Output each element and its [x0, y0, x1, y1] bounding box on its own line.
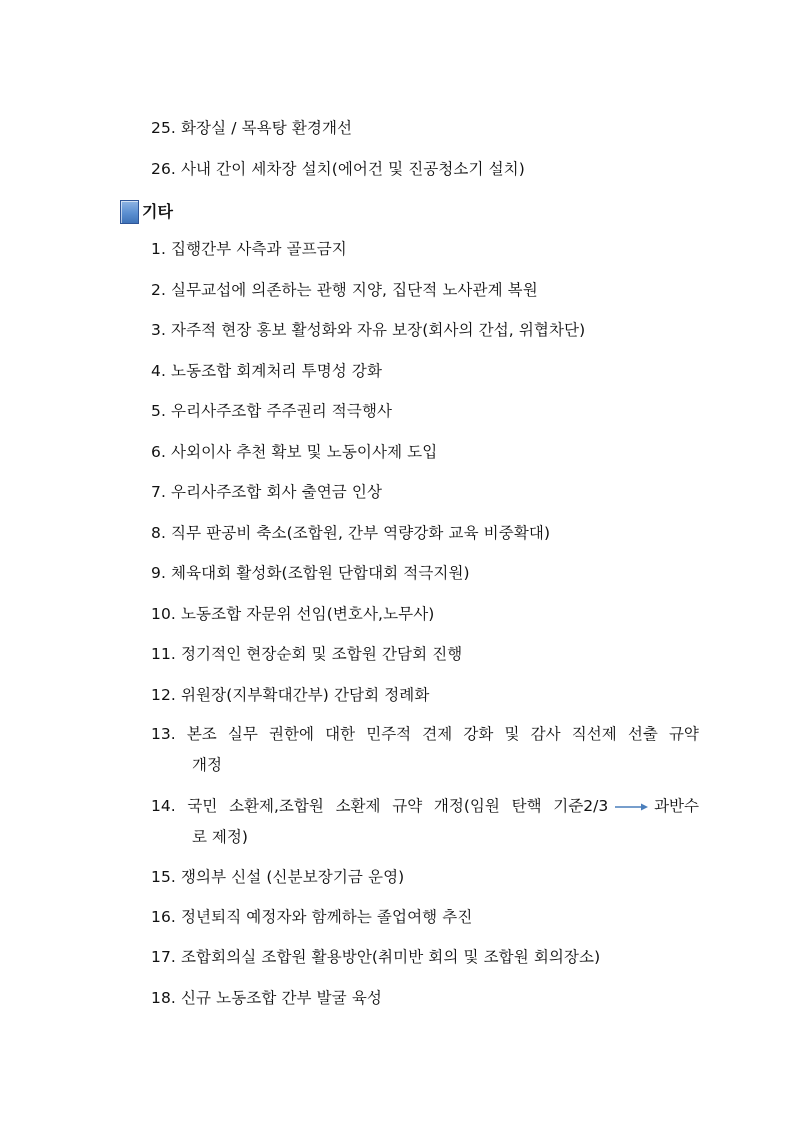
list-item: 18. 신규 노동조합 간부 발굴 육성 [151, 989, 382, 1007]
item-13-continuation: 개정 [192, 756, 222, 774]
item-14-continuation: 로 제정) [192, 828, 248, 846]
list-item: 7. 우리사주조합 회사 출연금 인상 [151, 483, 383, 501]
list-item-wrapped [151, 724, 699, 775]
section-heading [120, 199, 173, 225]
list-item: 15. 쟁의부 신설 (신분보장기금 운영) [151, 868, 405, 886]
square-bullet-icon [120, 200, 139, 224]
list-item: 3. 자주적 현장 홍보 활성화와 자유 보장(회사의 간섭, 위협차단) [151, 321, 586, 339]
list-item: 6. 사외이사 추천 확보 및 노동이사제 도입 [151, 443, 438, 461]
item-14-first-line: 14. 국민 소환제,조합원 소환제 규약 개정(임원 탄핵 기준2/3 과반수 [151, 797, 699, 815]
item-13-first-line: 13. 본조 실무 권한에 대한 민주적 견제 강화 및 감사 직선제 선출 규약 [151, 725, 699, 743]
list-item: 26. 사내 간이 세차장 설치(에어건 및 진공청소기 설치) [151, 160, 525, 178]
list-item: 10. 노동조합 자문위 선임(변호사,노무사) [151, 605, 435, 623]
list-item: 8. 직무 판공비 축소(조합원, 간부 역량강화 교육 비중확대) [151, 524, 551, 542]
list-item-wrapped [151, 796, 699, 847]
list-item: 4. 노동조합 회계처리 투명성 강화 [151, 362, 383, 380]
list-item: 9. 체육대회 활성화(조합원 단합대회 적극지원) [151, 564, 470, 582]
list-item: 16. 정년퇴직 예정자와 함께하는 졸업여행 추진 [151, 908, 473, 926]
list-item: 2. 실무교섭에 의존하는 관행 지양, 집단적 노사관계 복원 [151, 281, 538, 299]
section-title: 기타 [142, 202, 173, 221]
list-item: 5. 우리사주조합 주주권리 적극행사 [151, 402, 393, 420]
list-item: 1. 집행간부 사측과 골프금지 [151, 240, 347, 258]
right-arrow-icon [613, 802, 649, 812]
list-item: 11. 정기적인 현장순회 및 조합원 간담회 진행 [151, 645, 463, 663]
list-item: 17. 조합회의실 조합원 활용방안(취미반 회의 및 조합원 회의장소) [151, 948, 601, 966]
list-item: 25. 화장실 / 목욕탕 환경개선 [151, 119, 353, 137]
list-item: 12. 위원장(지부확대간부) 간담회 정례화 [151, 686, 430, 704]
